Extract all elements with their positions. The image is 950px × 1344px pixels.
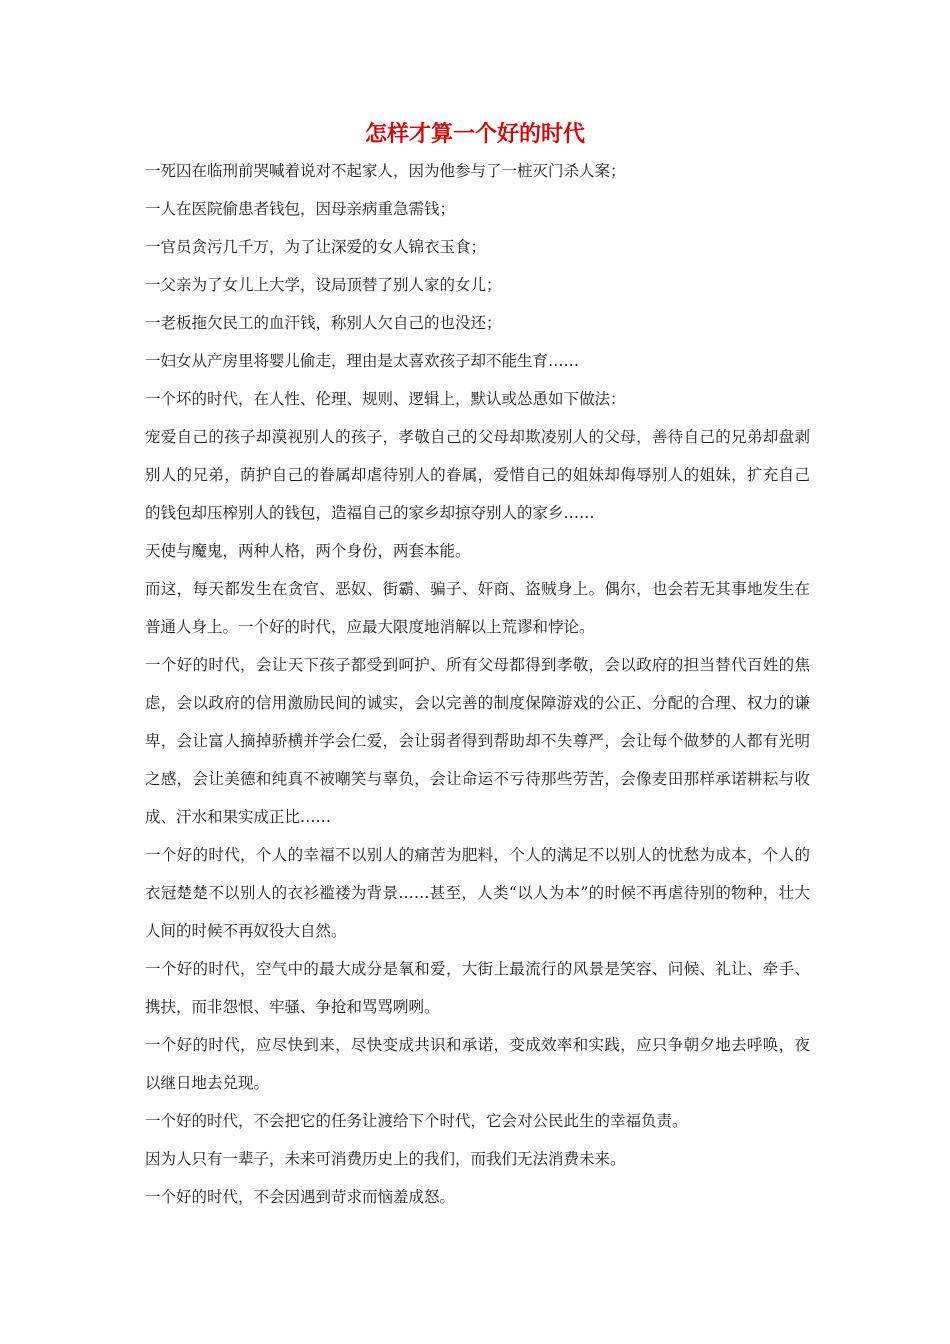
paragraph-11: 一个好的时代，会让天下孩子都受到呵护、所有父母都得到孝敬，会以政府的担当替代百姓的焦虑，会以政府的信用激励民间的诚实，会以完善的制度保障游戏的公正、分配的合理、权力的谦卑，会让富人摘掉骄横并学会仁爱，会让弱者得到帮助却不失尊严，会让每个做梦的人都有光明之感，会让美德和纯真不被嘲笑与辜负，会让命运不亏待那些劳苦，会像麦田那样承诺耕耘与收成、汗水和果实成正比…… <box>145 656 810 826</box>
paragraph-7: 一个坏的时代，在人性、伦理、规则、逻辑上，默认或怂恿如下做法： <box>145 390 626 408</box>
document-title: 怎样才算一个好的时代 <box>364 121 585 147</box>
paragraph-13: 一个好的时代，空气中的最大成分是氧和爱，大街上最流行的风景是笑容、问候、礼让、牵手、携扶，而非怨恨、牢骚、争抢和骂骂咧咧。 <box>145 960 810 1016</box>
document-body <box>145 152 810 1216</box>
paragraph-12: 一个好的时代，个人的幸福不以别人的痛苦为肥料，个人的满足不以别人的忧愁为成本，个人的衣冠楚楚不以别人的衣衫褴褛为背景……甚至，人类“以人为本”的时候不再虐待别的物种，壮大人间的时候不再奴役大自然。 <box>145 846 810 940</box>
paragraph-3: 一官员贪污几千万，为了让深爱的女人锦衣玉食； <box>145 238 487 256</box>
paragraph-16: 因为人只有一辈子，未来可消费历史上的我们，而我们无法消费未来。 <box>145 1150 626 1168</box>
paragraph-14: 一个好的时代，应尽快到来，尽快变成共识和承诺，变成效率和实践，应只争朝夕地去呼唤，夜以继日地去兑现。 <box>145 1036 810 1092</box>
paragraph-1: 一死囚在临刑前哭喊着说对不起家人，因为他参与了一桩灭门杀人案； <box>145 162 626 180</box>
paragraph-17: 一个好的时代，不会因遇到苛求而恼羞成怒。 <box>145 1188 456 1206</box>
paragraph-15: 一个好的时代，不会把它的任务让渡给下个时代，它会对公民此生的幸福负责。 <box>145 1112 688 1130</box>
paragraph-8: 宠爱自己的孩子却漠视别人的孩子，孝敬自己的父母却欺凌别人的父母，善待自己的兄弟却盘剥别人的兄弟，荫护自己的眷属却虐待别人的眷属，爱惜自己的姐妹却侮辱别人的姐妹，扩充自己的钱包却压榨别人的钱包，造福自己的家乡却掠夺别人的家乡…… <box>145 428 810 522</box>
paragraph-9: 天使与魔鬼，两种人格，两个身份，两套本能。 <box>145 542 471 560</box>
paragraph-5: 一老板拖欠民工的血汗钱，称别人欠自己的也没还； <box>145 314 502 332</box>
paragraph-4: 一父亲为了女儿上大学，设局顶替了别人家的女儿； <box>145 276 502 294</box>
paragraph-10: 而这，每天都发生在贪官、恶奴、街霸、骗子、奸商、盗贼身上。偶尔，也会若无其事地发生在普通人身上。一个好的时代，应最大限度地消解以上荒谬和悖论。 <box>145 580 810 636</box>
paragraph-6: 一妇女从产房里将婴儿偷走，理由是太喜欢孩子却不能生育…… <box>145 352 580 370</box>
paragraph-2: 一人在医院偷患者钱包，因母亲病重急需钱； <box>145 200 456 218</box>
